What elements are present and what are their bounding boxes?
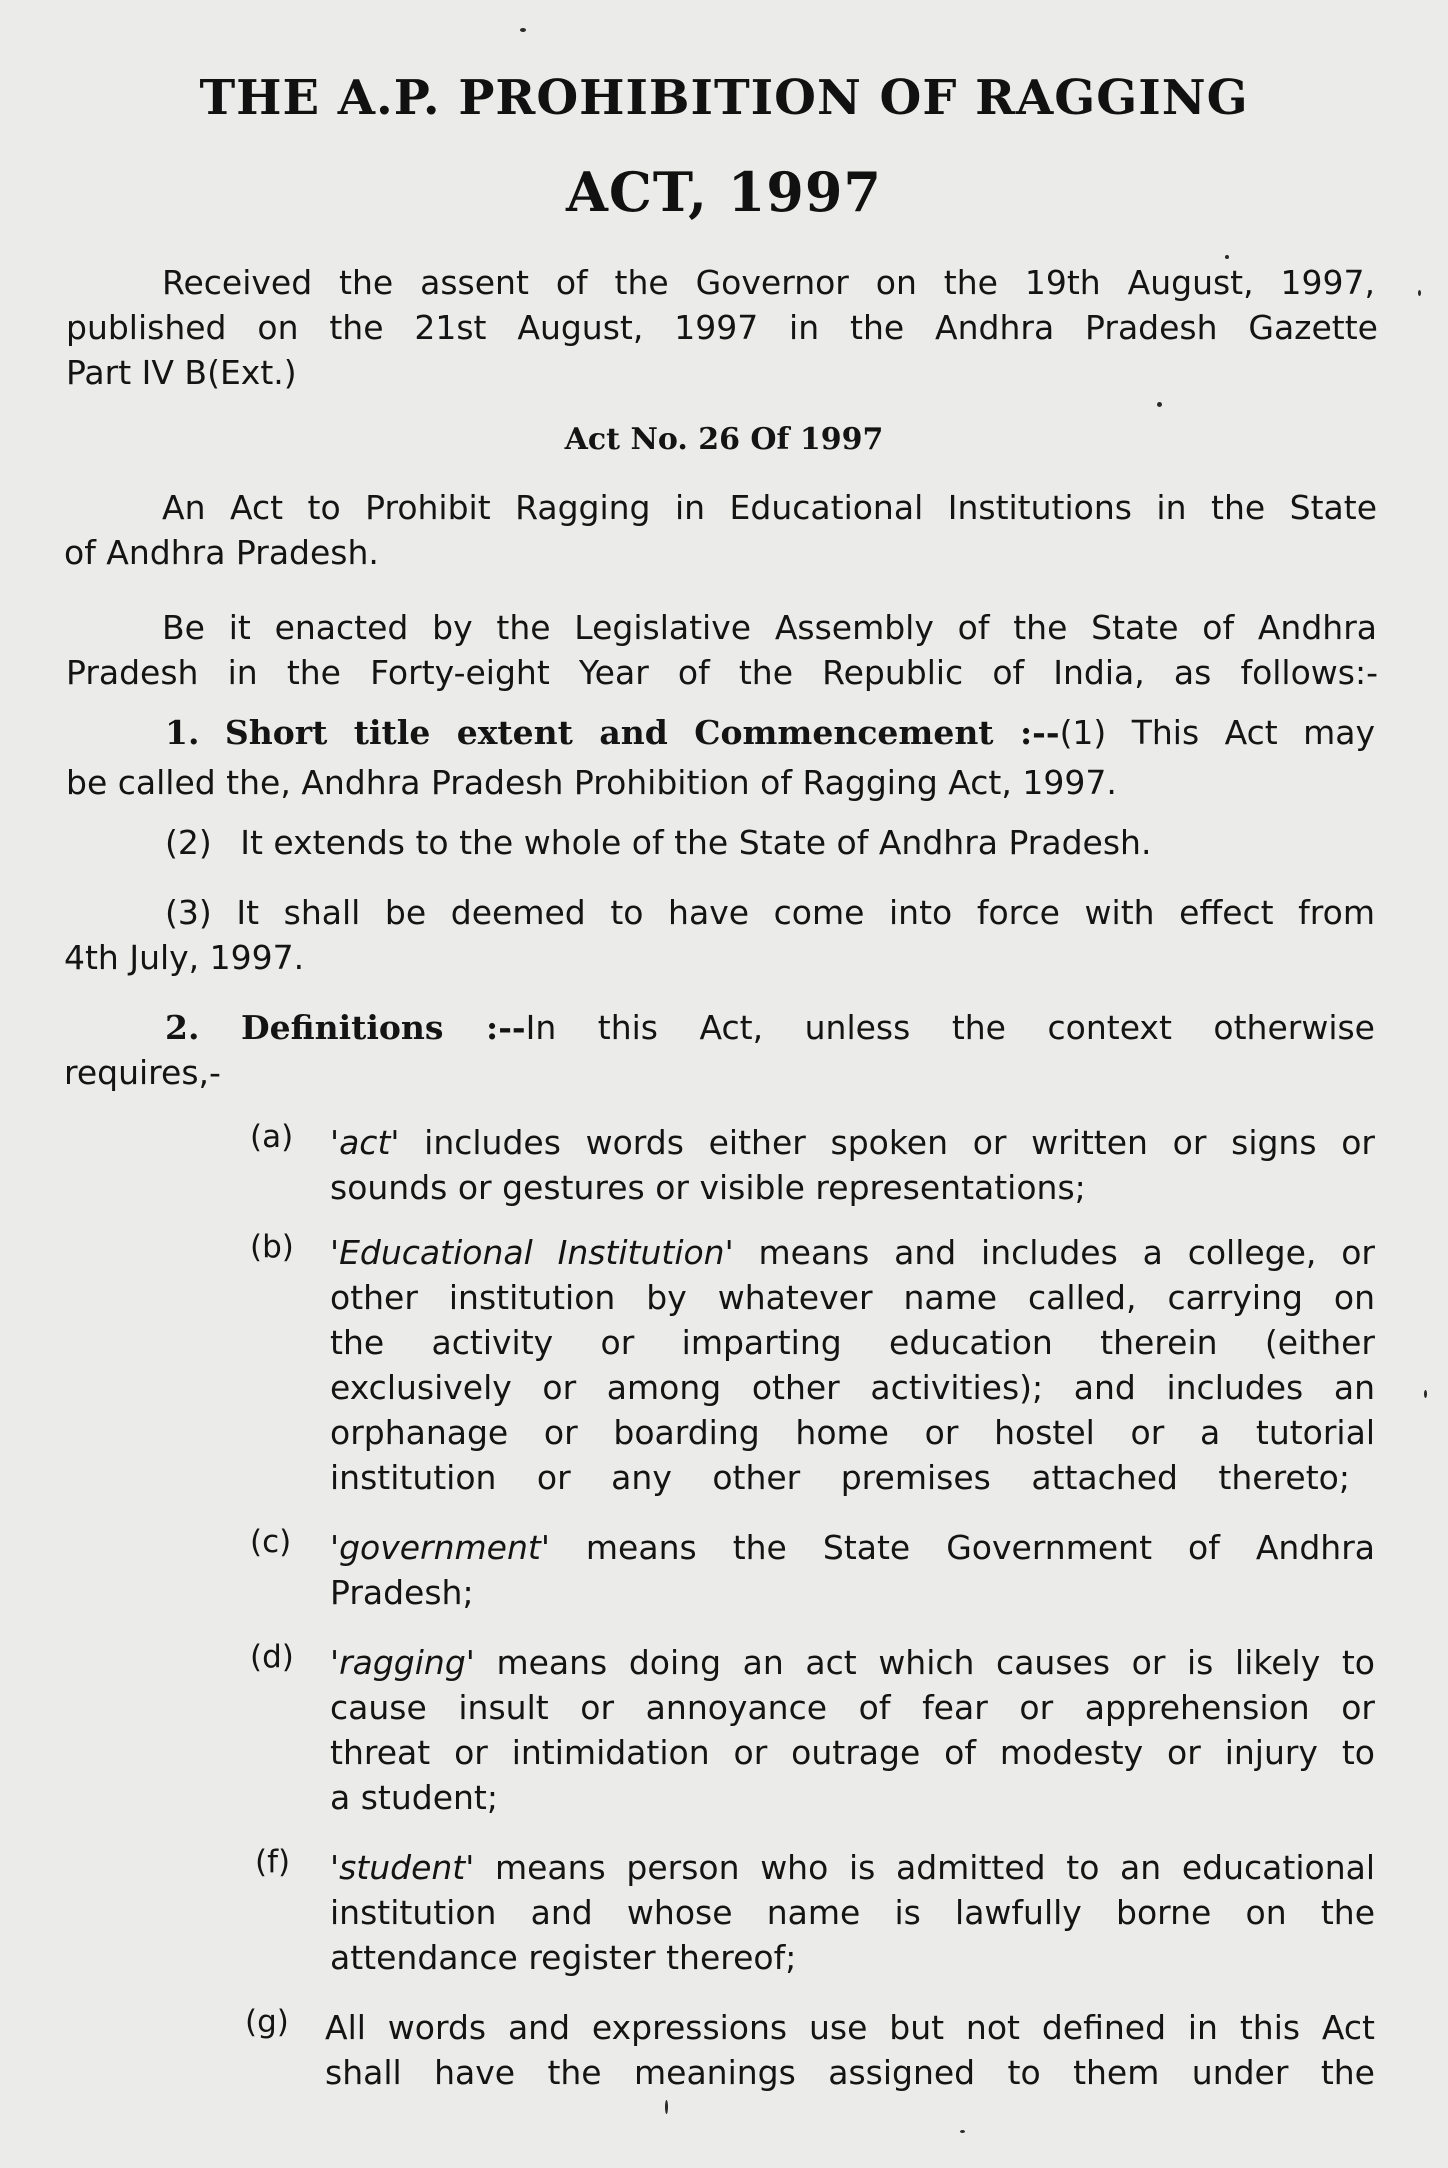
section-2-line-1 [165,1005,1375,1050]
section-1-line-1 [165,710,1375,755]
assent-line-2: published on the 21st August, 1997 in the Andhra Pradesh Gazette [66,308,1378,347]
definition-c-term: 'government' [330,1528,550,1567]
definition-d-term: 'ragging' [330,1643,475,1682]
definition-b-line-2: other institution by whatever name called, carrying on [330,1278,1375,1317]
assent-line-1: Received the assent of the Governor on the 19th August, 1997, [162,263,1375,302]
definition-a-line-1 [330,1120,1375,1165]
section-1-number: 1. [165,713,200,752]
definition-a-line-2: sounds or gestures or visible representations; [330,1168,1086,1207]
definition-b-term: 'Educational Institution' [330,1233,734,1272]
enactment-line-2: Pradesh in the Forty-eight Year of the Republic of India, as follows:- [66,653,1378,692]
definition-f-line-3: attendance register thereof; [330,1938,797,1977]
scan-speck [960,2130,965,2133]
section-1-sub-3-line-2: 4th July, 1997. [64,938,305,977]
definition-d-line-3: threat or intimidation or outrage of modesty or injury to [330,1733,1375,1772]
section-1-sub-3-text: It shall be deemed to have come into force with effect from [236,893,1375,932]
definition-g-line-2: shall have the meanings assigned to them under the [325,2053,1375,2092]
definition-g-line-1 [325,2005,1375,2050]
definition-d-line-1-rest: means doing an act which causes or is likely to [474,1643,1375,1682]
scan-speck [1424,1390,1427,1398]
assent-line-3: Part IV B(Ext.) [66,353,297,392]
section-1-sub-2-label: (2) [165,823,212,862]
definition-b-line-1 [330,1230,1375,1275]
section-2-number: 2. [165,1008,200,1047]
preamble-line-1: An Act to Prohibit Ragging in Educational Institutions in the State [162,488,1377,527]
definition-g-label: (g) [245,2004,289,2040]
definition-d-line-4: a student; [330,1778,498,1817]
section-1-sub-3-line-1 [165,890,1375,935]
section-1-sub-3-label: (3) [165,893,212,932]
section-2-heading: Definitions :-- [240,1008,526,1047]
preamble-line-2: of Andhra Pradesh. [64,533,379,572]
document-title-line1: THE A.P. PROHIBITION OF RAGGING [199,70,1249,126]
definition-c-line-1 [330,1525,1375,1570]
section-1-sub-2 [165,820,1151,865]
definition-d-line-2: cause insult or annoyance of fear or apprehension or [330,1688,1375,1727]
definition-f-line-1 [330,1845,1375,1890]
section-1-line-2: be called the, Andhra Pradesh Prohibition of Ragging Act, 1997. [66,763,1117,802]
definition-c-label: (c) [250,1524,292,1560]
section-1-sub-2-text: It extends to the whole of the State of Andhra Pradesh. [240,823,1152,862]
definition-a-term: 'act' [330,1123,400,1162]
definition-f-label: (f) [255,1844,291,1880]
definition-c-line-2: Pradesh; [330,1573,474,1612]
section-2-line-1-rest: In this Act, unless the context otherwise [525,1008,1375,1047]
definition-c-line-1-rest: means the State Government of Andhra [549,1528,1375,1567]
act-number: Act No. 26 Of 1997 [564,422,884,457]
scan-speck [665,2100,668,2114]
definition-b-line-4: exclusively or among other activities); and includes an [330,1368,1375,1407]
definition-b-label: (b) [250,1229,294,1265]
definition-a-line-1-rest: includes words either spoken or written or signs or [399,1123,1375,1162]
document-title-line2: ACT, 1997 [565,160,883,224]
scan-speck [520,28,526,32]
section-1-line-1-rest: (1) This Act may [1059,713,1376,752]
definition-f-line-1-rest: means person who is admitted to an educational [474,1848,1375,1887]
scan-speck [1157,402,1162,407]
definition-a-label: (a) [250,1119,294,1155]
scan-speck [1418,290,1421,296]
definition-g-line-1-text: All words and expressions use but not defined in this Act [325,2008,1375,2047]
section-2-line-2: requires,- [64,1053,221,1092]
definition-d-label: (d) [250,1639,294,1675]
definition-f-term: 'student' [330,1848,475,1887]
definition-b-line-5: orphanage or boarding home or hostel or a tutorial [330,1413,1375,1452]
section-1-heading: Short title extent and Commencement :-- [224,713,1060,752]
definition-b-line-6: institution or any other premises attached thereto; [330,1458,1350,1497]
enactment-line-1: Be it enacted by the Legislative Assembly of the State of Andhra [162,608,1377,647]
definition-d-line-1 [330,1640,1375,1685]
scan-speck [1225,255,1229,259]
definition-b-line-3: the activity or imparting education therein (either [330,1323,1375,1362]
definition-b-line-1-rest: means and includes a college, or [733,1233,1375,1272]
definition-f-line-2: institution and whose name is lawfully borne on the [330,1893,1375,1932]
